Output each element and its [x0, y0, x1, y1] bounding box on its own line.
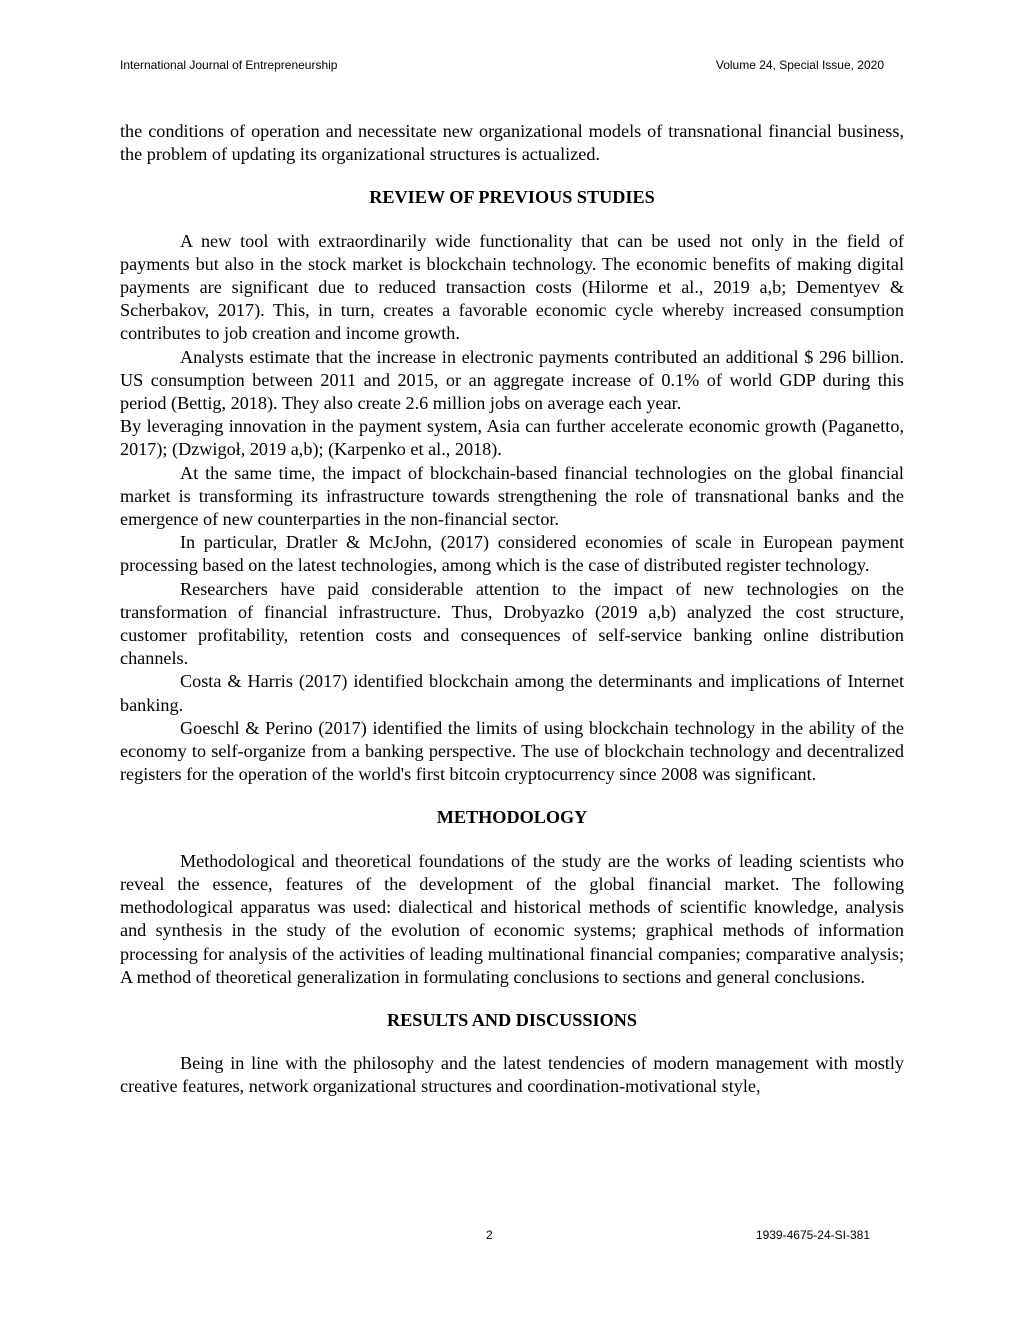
- review-paragraph-6: Researchers have paid considerable attention to the impact of new technologies on the transformation of financial infrastructure. Thus, Drobyazko (2019 a,b) analyzed the cost structure, customer profitability, retention costs and consequences of self-service banking online distribution channels.: [120, 578, 904, 669]
- review-heading: REVIEW OF PREVIOUS STUDIES: [369, 187, 655, 208]
- results-paragraph: Being in line with the philosophy and the latest tendencies of modern management with mostly creative features, network organizational structures and coordination-motivational style,: [120, 1053, 904, 1097]
- volume-info: Volume 24, Special Issue, 2020: [715, 58, 884, 72]
- review-paragraph-1: A new tool with extraordinarily wide functionality that can be used not only in the field of payments but also in the stock market is blockchain technology. The economic benefits of making digital payments are significant due to reduced transaction costs (Hilorme et al., 2019 a,b; Dementyev & Scherbakov, 2017). This, in turn, creates a favorable economic cycle whereby increased consumption contributes to job creation and income growth.: [120, 230, 904, 344]
- review-paragraph-2: Analysts estimate that the increase in electronic payments contributed an additional $ 296 billion. US consumption between 2011 and 2015, or an aggregate increase of 0.1% of world GDP during this period (Bettig, 2018). They also create 2.6 million jobs on average each year.: [120, 346, 904, 414]
- page-footer: [120, 1228, 884, 1246]
- review-paragraph-4: At the same time, the impact of blockchain-based financial technologies on the global financial market is transforming its infrastructure towards strengthening the role of transnational banks and the emergence of new counterparties in the non-financial sector.: [120, 462, 904, 530]
- review-paragraph-7: Costa & Harris (2017) identified blockchain among the determinants and implications of Internet banking.: [120, 671, 904, 715]
- journal-name: International Journal of Entrepreneurship: [120, 58, 338, 72]
- methodology-paragraph: Methodological and theoretical foundations of the study are the works of leading scientists who reveal the essence, features of the development of the global financial market. The following methodological apparatus was used: dialectical and historical methods of scientific knowledge, analysis and synthesis in the study of the evolution of economic systems; graphical methods of information processing for analysis of the activities of leading multinational financial companies; comparative analysis; A method of theoretical generalization in formulating conclusions to sections and general conclusions.: [120, 850, 904, 987]
- running-header: [120, 58, 884, 76]
- body-text: [120, 120, 904, 1099]
- page-number: 2: [486, 1228, 493, 1242]
- document-id: 1939-4675-24-SI-381: [755, 1228, 870, 1242]
- review-paragraph-3: By leveraging innovation in the payment system, Asia can further accelerate economic growth (Paganetto, 2017); (Dzwigoł, 2019 a,b); (Karpenko et al., 2018).: [120, 416, 904, 460]
- review-paragraph-5: In particular, Dratler & McJohn, (2017) considered economies of scale in European payment processing based on the latest technologies, among which is the case of distributed register technology.: [120, 532, 904, 576]
- methodology-heading: METHODOLOGY: [436, 807, 588, 828]
- results-heading: RESULTS AND DISCUSSIONS: [386, 1009, 637, 1030]
- intro-paragraph: the conditions of operation and necessitate new organizational models of transnational financial business, the problem of updating its organizational structures is actualized.: [120, 121, 904, 165]
- review-paragraph-8: Goeschl & Perino (2017) identified the limits of using blockchain technology in the ability of the economy to self-organize from a banking perspective. The use of blockchain technology and decentralized registers for the operation of the world's first bitcoin cryptocurrency since 2008 was significant.: [120, 717, 904, 785]
